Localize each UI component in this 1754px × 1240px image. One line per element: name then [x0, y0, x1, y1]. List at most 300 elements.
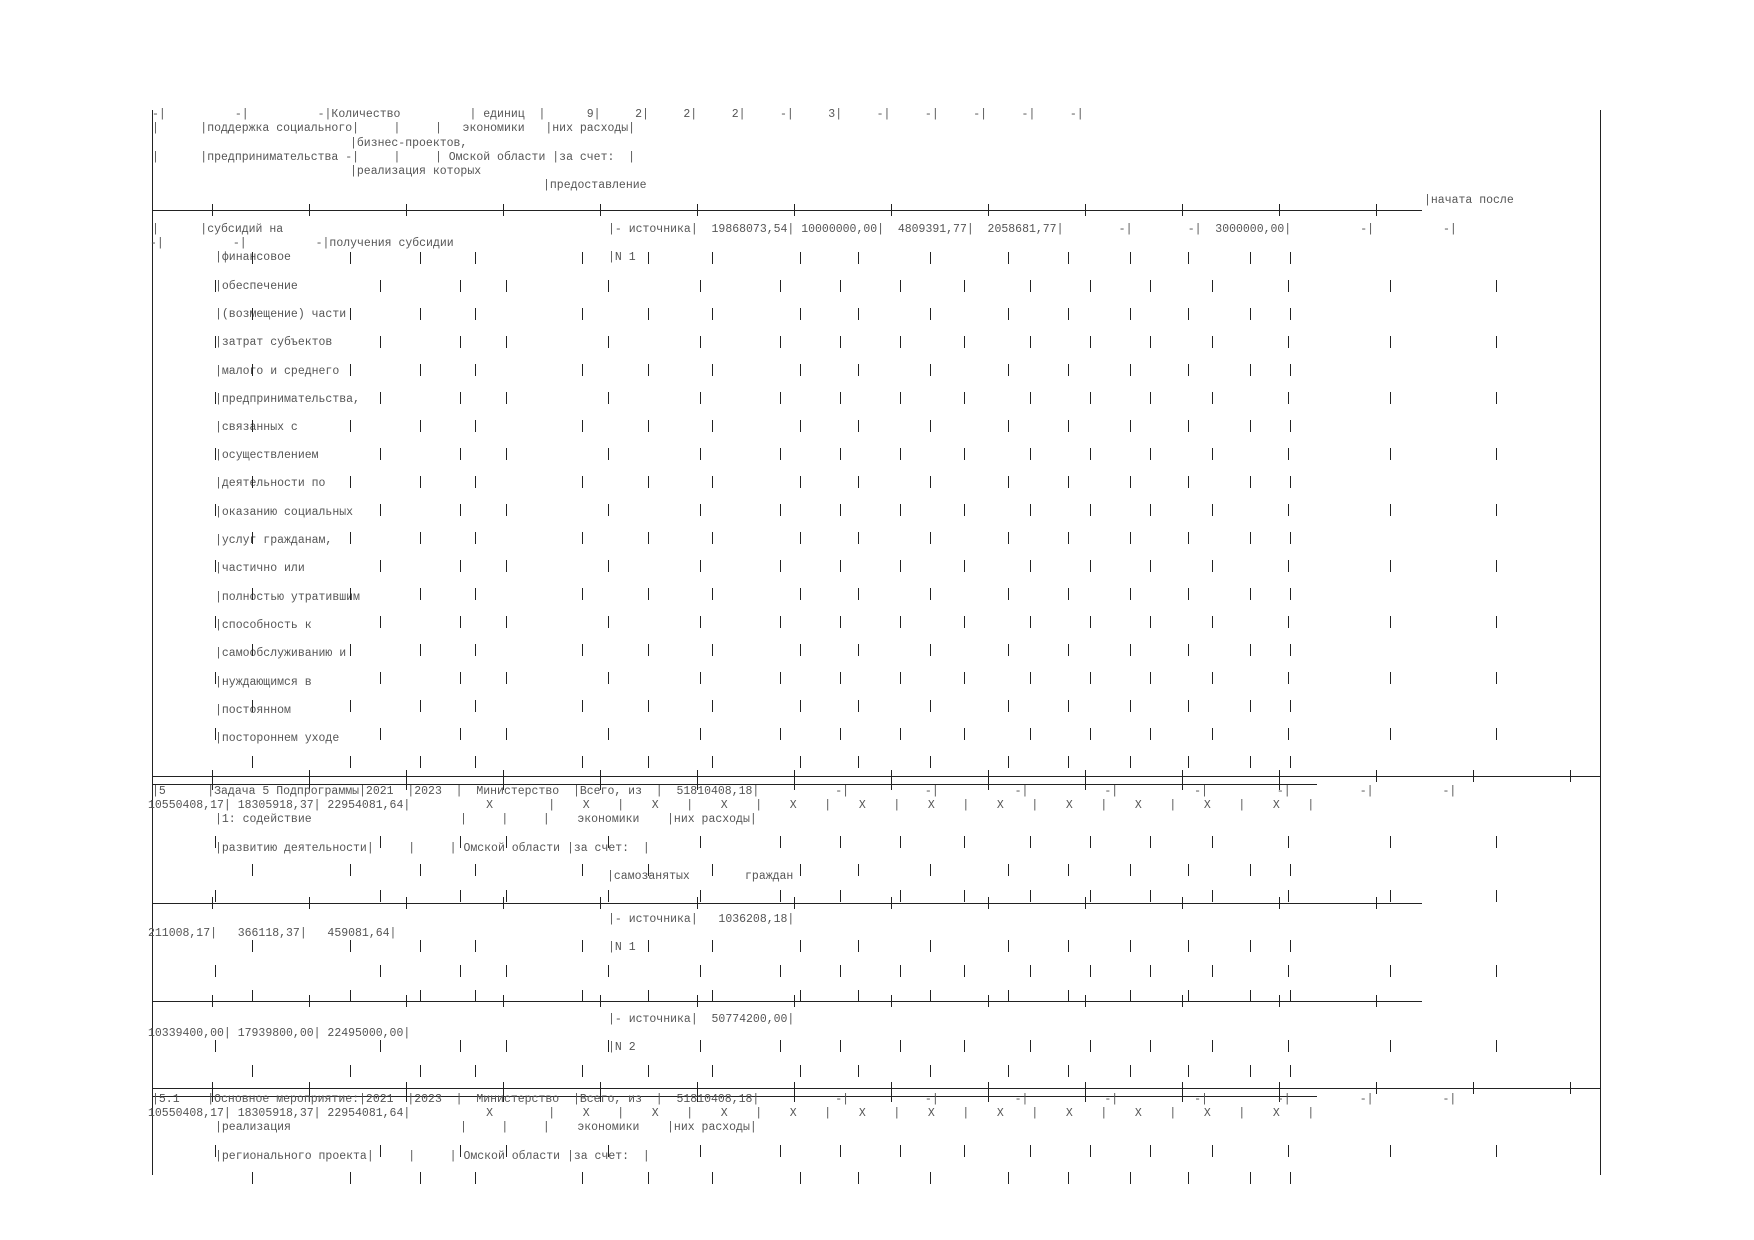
- column-separator-fragment: [1496, 1145, 1497, 1157]
- rule-tick: [697, 897, 698, 909]
- column-separator-fragment: [700, 890, 701, 902]
- column-separator-fragment: [930, 940, 931, 952]
- column-separator-fragment: [1188, 1065, 1189, 1077]
- column-separator-fragment: [800, 1065, 801, 1077]
- column-separator-fragment: [780, 672, 781, 684]
- column-separator-fragment: [350, 864, 351, 876]
- column-separator-fragment: [1150, 672, 1151, 684]
- column-separator-fragment: [1496, 1040, 1497, 1052]
- column-separator-fragment: [712, 700, 713, 712]
- column-separator-fragment: [1600, 504, 1601, 516]
- column-separator-fragment: [900, 890, 901, 902]
- column-separator-fragment: [460, 1040, 461, 1052]
- column-separator-fragment: [420, 420, 421, 432]
- column-separator-fragment: [800, 588, 801, 600]
- column-separator-fragment: [780, 728, 781, 740]
- table-text-line: |- источника| 50774200,00|: [608, 1013, 795, 1026]
- column-separator-fragment: [840, 1040, 841, 1052]
- column-separator-fragment: [506, 1040, 507, 1052]
- rule-tick: [1570, 1082, 1571, 1094]
- column-separator-fragment: [700, 448, 701, 460]
- column-separator-fragment: [800, 364, 801, 376]
- rule-tick: [988, 897, 989, 909]
- column-separator-fragment: [608, 836, 609, 848]
- column-separator-fragment: [506, 1145, 507, 1157]
- column-separator-fragment: [1188, 940, 1189, 952]
- column-separator-fragment: [582, 990, 583, 1002]
- table-text-line: |самозанятых граждан: [607, 870, 794, 883]
- column-separator-fragment: [964, 616, 965, 628]
- column-separator-fragment: [1212, 336, 1213, 348]
- column-separator-fragment: [800, 644, 801, 656]
- column-separator-fragment: [1600, 836, 1601, 848]
- column-separator-fragment: [582, 308, 583, 320]
- column-separator-fragment: [1212, 392, 1213, 404]
- rule-tick: [794, 995, 795, 1007]
- column-separator-fragment: [1068, 588, 1069, 600]
- column-separator-fragment: [252, 588, 253, 600]
- column-separator-fragment: [1090, 672, 1091, 684]
- column-separator-fragment: [648, 756, 649, 768]
- column-separator-fragment: [350, 644, 351, 656]
- column-separator-fragment: [1250, 700, 1251, 712]
- table-row-divider: [152, 776, 1600, 777]
- column-separator-fragment: [420, 1172, 421, 1184]
- table-text-line: 10550408,17| 18305918,37| 22954081,64| X | X | X | X | X | X | X | X | X | X | X | X |: [148, 1107, 1315, 1120]
- column-separator-fragment: [1212, 448, 1213, 460]
- column-separator-fragment: [1030, 836, 1031, 848]
- column-separator-fragment: [648, 476, 649, 488]
- column-separator-fragment: [700, 392, 701, 404]
- column-separator-fragment: [858, 476, 859, 488]
- column-separator-fragment: [1068, 1172, 1069, 1184]
- column-separator-fragment: [350, 990, 351, 1002]
- column-separator-fragment: [608, 728, 609, 740]
- column-separator-fragment: [840, 392, 841, 404]
- column-separator-fragment: [1290, 700, 1291, 712]
- column-separator-fragment: [800, 532, 801, 544]
- column-separator-fragment: [1130, 756, 1131, 768]
- column-separator-fragment: [506, 965, 507, 977]
- column-separator-fragment: [215, 1040, 216, 1052]
- table-text-line: |услуг гражданам,: [215, 534, 333, 547]
- column-separator-fragment: [582, 532, 583, 544]
- column-separator-fragment: [780, 616, 781, 628]
- column-separator-fragment: [1008, 364, 1009, 376]
- column-separator-fragment: [1150, 616, 1151, 628]
- column-separator-fragment: [1290, 1172, 1291, 1184]
- column-separator-fragment: [964, 392, 965, 404]
- table-text-line: |(возмещение) части: [215, 308, 347, 321]
- column-separator-fragment: [964, 280, 965, 292]
- rule-tick: [503, 204, 504, 216]
- column-separator-fragment: [840, 965, 841, 977]
- column-separator-fragment: [380, 1040, 381, 1052]
- column-separator-fragment: [252, 252, 253, 264]
- column-separator-fragment: [1212, 280, 1213, 292]
- column-separator-fragment: [420, 476, 421, 488]
- column-separator-fragment: [420, 252, 421, 264]
- rule-tick: [1473, 770, 1474, 782]
- column-separator-fragment: [1188, 864, 1189, 876]
- table-right-border: [1600, 110, 1601, 1175]
- column-separator-fragment: [380, 504, 381, 516]
- column-separator-fragment: [648, 588, 649, 600]
- column-separator-fragment: [930, 588, 931, 600]
- column-separator-fragment: [1188, 252, 1189, 264]
- column-separator-fragment: [1130, 476, 1131, 488]
- column-separator-fragment: [1600, 965, 1601, 977]
- column-separator-fragment: [252, 756, 253, 768]
- column-separator-fragment: [840, 672, 841, 684]
- column-separator-fragment: [420, 864, 421, 876]
- rule-tick: [697, 995, 698, 1007]
- column-separator-fragment: [1130, 308, 1131, 320]
- column-separator-fragment: [420, 532, 421, 544]
- column-separator-fragment: [930, 756, 931, 768]
- column-separator-fragment: [1030, 280, 1031, 292]
- column-separator-fragment: [582, 700, 583, 712]
- column-separator-fragment: [1212, 504, 1213, 516]
- column-separator-fragment: [1008, 700, 1009, 712]
- column-separator-fragment: [800, 864, 801, 876]
- column-separator-fragment: [648, 1172, 649, 1184]
- column-separator-fragment: [1090, 616, 1091, 628]
- column-separator-fragment: [800, 420, 801, 432]
- column-separator-fragment: [1496, 836, 1497, 848]
- column-separator-fragment: [1288, 836, 1289, 848]
- column-separator-fragment: [420, 1065, 421, 1077]
- column-separator-fragment: [460, 728, 461, 740]
- table-text-line: |развитию деятельности| | | Омской области |за счет: |: [215, 842, 650, 855]
- column-separator-fragment: [1068, 308, 1069, 320]
- rule-tick: [1085, 204, 1086, 216]
- column-separator-fragment: [1288, 336, 1289, 348]
- column-separator-fragment: [1068, 864, 1069, 876]
- column-separator-fragment: [648, 532, 649, 544]
- column-separator-fragment: [1390, 616, 1391, 628]
- column-separator-fragment: [215, 1145, 216, 1157]
- column-separator-fragment: [475, 864, 476, 876]
- column-separator-fragment: [1496, 280, 1497, 292]
- column-separator-fragment: [380, 836, 381, 848]
- column-separator-fragment: [858, 420, 859, 432]
- column-separator-fragment: [1188, 990, 1189, 1002]
- column-separator-fragment: [582, 252, 583, 264]
- column-separator-fragment: [930, 532, 931, 544]
- table-row-divider: [152, 1088, 1600, 1089]
- column-separator-fragment: [350, 364, 351, 376]
- column-separator-fragment: [1090, 890, 1091, 902]
- column-separator-fragment: [1288, 1040, 1289, 1052]
- rule-tick: [1279, 204, 1280, 216]
- column-separator-fragment: [1008, 308, 1009, 320]
- column-separator-fragment: [475, 532, 476, 544]
- column-separator-fragment: [608, 1040, 609, 1052]
- table-text-line: |финансовое: [215, 251, 291, 264]
- column-separator-fragment: [1250, 252, 1251, 264]
- column-separator-fragment: [475, 476, 476, 488]
- column-separator-fragment: [1250, 756, 1251, 768]
- column-separator-fragment: [964, 1040, 965, 1052]
- column-separator-fragment: [1250, 644, 1251, 656]
- column-separator-fragment: [900, 616, 901, 628]
- column-separator-fragment: [252, 644, 253, 656]
- column-separator-fragment: [1600, 672, 1601, 684]
- column-separator-fragment: [215, 560, 216, 572]
- table-text-line: |- источника| 19868073,54| 10000000,00| 4809391,77| 2058681,77| -| -| 3000000,00| -| -|: [608, 223, 1457, 236]
- column-separator-fragment: [858, 1065, 859, 1077]
- table-text-line: |предоставление: [543, 179, 647, 192]
- table-row-divider: [152, 903, 1422, 904]
- column-separator-fragment: [1290, 420, 1291, 432]
- column-separator-fragment: [460, 672, 461, 684]
- column-separator-fragment: [1290, 940, 1291, 952]
- column-separator-fragment: [780, 965, 781, 977]
- column-separator-fragment: [1008, 476, 1009, 488]
- column-separator-fragment: [930, 476, 931, 488]
- column-separator-fragment: [1150, 965, 1151, 977]
- column-separator-fragment: [475, 756, 476, 768]
- rule-tick: [1085, 897, 1086, 909]
- rule-tick: [891, 204, 892, 216]
- column-separator-fragment: [1030, 448, 1031, 460]
- column-separator-fragment: [1188, 532, 1189, 544]
- table-text-line: |постоянном: [215, 704, 291, 717]
- rule-tick: [309, 204, 310, 216]
- column-separator-fragment: [648, 864, 649, 876]
- column-separator-fragment: [1600, 448, 1601, 460]
- column-separator-fragment: [700, 965, 701, 977]
- column-separator-fragment: [700, 672, 701, 684]
- column-separator-fragment: [858, 364, 859, 376]
- column-separator-fragment: [380, 448, 381, 460]
- table-text-line: |реализация которых: [350, 165, 482, 178]
- column-separator-fragment: [1008, 588, 1009, 600]
- column-separator-fragment: [858, 308, 859, 320]
- rule-tick: [794, 204, 795, 216]
- column-separator-fragment: [840, 504, 841, 516]
- column-separator-fragment: [252, 700, 253, 712]
- column-separator-fragment: [1150, 504, 1151, 516]
- column-separator-fragment: [780, 392, 781, 404]
- column-separator-fragment: [840, 728, 841, 740]
- column-separator-fragment: [700, 560, 701, 572]
- column-separator-fragment: [475, 644, 476, 656]
- column-separator-fragment: [1150, 560, 1151, 572]
- column-separator-fragment: [252, 864, 253, 876]
- column-separator-fragment: [1090, 448, 1091, 460]
- column-separator-fragment: [780, 1040, 781, 1052]
- rule-tick: [891, 897, 892, 909]
- column-separator-fragment: [1288, 392, 1289, 404]
- column-separator-fragment: [780, 560, 781, 572]
- column-separator-fragment: [1008, 756, 1009, 768]
- rule-tick: [1085, 995, 1086, 1007]
- column-separator-fragment: [1030, 965, 1031, 977]
- column-separator-fragment: [1290, 644, 1291, 656]
- column-separator-fragment: [1600, 616, 1601, 628]
- column-separator-fragment: [1090, 504, 1091, 516]
- rule-tick: [406, 995, 407, 1007]
- column-separator-fragment: [840, 280, 841, 292]
- column-separator-fragment: [1290, 532, 1291, 544]
- column-separator-fragment: [380, 336, 381, 348]
- column-separator-fragment: [460, 504, 461, 516]
- column-separator-fragment: [964, 965, 965, 977]
- column-separator-fragment: [1068, 420, 1069, 432]
- table-text-line: |нуждающимся в: [215, 676, 312, 689]
- column-separator-fragment: [900, 1040, 901, 1052]
- column-separator-fragment: [252, 476, 253, 488]
- column-separator-fragment: [1496, 672, 1497, 684]
- column-separator-fragment: [858, 532, 859, 544]
- column-separator-fragment: [1288, 1145, 1289, 1157]
- column-separator-fragment: [252, 364, 253, 376]
- column-separator-fragment: [608, 280, 609, 292]
- column-separator-fragment: [1130, 364, 1131, 376]
- column-separator-fragment: [215, 504, 216, 516]
- column-separator-fragment: [582, 1172, 583, 1184]
- column-separator-fragment: [1150, 336, 1151, 348]
- column-separator-fragment: [712, 588, 713, 600]
- table-text-line: 10339400,00| 17939800,00| 22495000,00|: [148, 1027, 411, 1040]
- column-separator-fragment: [1130, 1172, 1131, 1184]
- rule-tick: [988, 204, 989, 216]
- column-separator-fragment: [712, 532, 713, 544]
- table-text-line: | |поддержка социального| | | экономики |них расходы|: [152, 122, 636, 135]
- column-separator-fragment: [1390, 280, 1391, 292]
- column-separator-fragment: [475, 252, 476, 264]
- column-separator-fragment: [608, 560, 609, 572]
- column-separator-fragment: [1188, 308, 1189, 320]
- column-separator-fragment: [1008, 644, 1009, 656]
- column-separator-fragment: [648, 990, 649, 1002]
- rule-tick: [1279, 995, 1280, 1007]
- column-separator-fragment: [930, 364, 931, 376]
- column-separator-fragment: [900, 836, 901, 848]
- column-separator-fragment: [1090, 392, 1091, 404]
- rule-tick: [1376, 995, 1377, 1007]
- column-separator-fragment: [380, 1145, 381, 1157]
- column-separator-fragment: [1496, 392, 1497, 404]
- column-separator-fragment: [475, 700, 476, 712]
- column-separator-fragment: [930, 308, 931, 320]
- column-separator-fragment: [252, 940, 253, 952]
- column-separator-fragment: [930, 252, 931, 264]
- column-separator-fragment: [648, 308, 649, 320]
- column-separator-fragment: [700, 336, 701, 348]
- column-separator-fragment: [1030, 672, 1031, 684]
- column-separator-fragment: [780, 448, 781, 460]
- column-separator-fragment: [648, 252, 649, 264]
- column-separator-fragment: [1090, 560, 1091, 572]
- column-separator-fragment: [1068, 700, 1069, 712]
- column-separator-fragment: [1290, 252, 1291, 264]
- column-separator-fragment: [1212, 560, 1213, 572]
- column-separator-fragment: [1030, 728, 1031, 740]
- column-separator-fragment: [1288, 965, 1289, 977]
- column-separator-fragment: [1290, 476, 1291, 488]
- column-separator-fragment: [1130, 532, 1131, 544]
- column-separator-fragment: [475, 364, 476, 376]
- column-separator-fragment: [1288, 504, 1289, 516]
- column-separator-fragment: [1290, 990, 1291, 1002]
- column-separator-fragment: [648, 644, 649, 656]
- column-separator-fragment: [460, 392, 461, 404]
- column-separator-fragment: [380, 616, 381, 628]
- column-separator-fragment: [700, 836, 701, 848]
- column-separator-fragment: [1600, 1040, 1601, 1052]
- column-separator-fragment: [1130, 420, 1131, 432]
- column-separator-fragment: [900, 448, 901, 460]
- column-separator-fragment: [215, 728, 216, 740]
- table-text-line: |затрат субъектов: [215, 336, 333, 349]
- rule-tick: [212, 204, 213, 216]
- column-separator-fragment: [582, 476, 583, 488]
- column-separator-fragment: [1288, 890, 1289, 902]
- column-separator-fragment: [506, 672, 507, 684]
- column-separator-fragment: [964, 336, 965, 348]
- column-separator-fragment: [1030, 392, 1031, 404]
- column-separator-fragment: [964, 836, 965, 848]
- column-separator-fragment: [608, 965, 609, 977]
- column-separator-fragment: [1212, 728, 1213, 740]
- table-text-line: |начата после: [1424, 194, 1514, 207]
- column-separator-fragment: [380, 280, 381, 292]
- table-text-line: 10550408,17| 18305918,37| 22954081,64| X | X | X | X | X | X | X | X | X | X | X | X |: [148, 799, 1315, 812]
- column-separator-fragment: [700, 616, 701, 628]
- column-separator-fragment: [475, 308, 476, 320]
- column-separator-fragment: [506, 336, 507, 348]
- column-separator-fragment: [712, 1065, 713, 1077]
- column-separator-fragment: [420, 644, 421, 656]
- column-separator-fragment: [1288, 616, 1289, 628]
- column-separator-fragment: [840, 1145, 841, 1157]
- column-separator-fragment: [1250, 1172, 1251, 1184]
- column-separator-fragment: [350, 588, 351, 600]
- table-text-line: 211008,17| 366118,37| 459081,64|: [148, 927, 397, 940]
- column-separator-fragment: [840, 560, 841, 572]
- column-separator-fragment: [380, 728, 381, 740]
- column-separator-fragment: [1250, 308, 1251, 320]
- table-text-line: |обеспечение: [215, 280, 298, 293]
- table-text-line: |5.1 |Основное мероприятие:|2021 |2023 | Министерство |Всего, из | 51810408,18| -| -| -| -| -| -| -| -|: [152, 1093, 1457, 1106]
- rule-tick: [1570, 770, 1571, 782]
- column-separator-fragment: [608, 890, 609, 902]
- column-separator-fragment: [1496, 504, 1497, 516]
- column-separator-fragment: [840, 890, 841, 902]
- column-separator-fragment: [215, 890, 216, 902]
- column-separator-fragment: [1068, 476, 1069, 488]
- column-separator-fragment: [648, 420, 649, 432]
- column-separator-fragment: [712, 476, 713, 488]
- column-separator-fragment: [900, 392, 901, 404]
- column-separator-fragment: [964, 728, 965, 740]
- column-separator-fragment: [1150, 836, 1151, 848]
- table-text-line: |N 2: [608, 1041, 636, 1054]
- column-separator-fragment: [1390, 336, 1391, 348]
- column-separator-fragment: [800, 476, 801, 488]
- column-separator-fragment: [1288, 448, 1289, 460]
- column-separator-fragment: [1290, 308, 1291, 320]
- column-separator-fragment: [648, 940, 649, 952]
- column-separator-fragment: [780, 336, 781, 348]
- column-separator-fragment: [780, 1145, 781, 1157]
- column-separator-fragment: [712, 1172, 713, 1184]
- column-separator-fragment: [1130, 588, 1131, 600]
- column-separator-fragment: [380, 672, 381, 684]
